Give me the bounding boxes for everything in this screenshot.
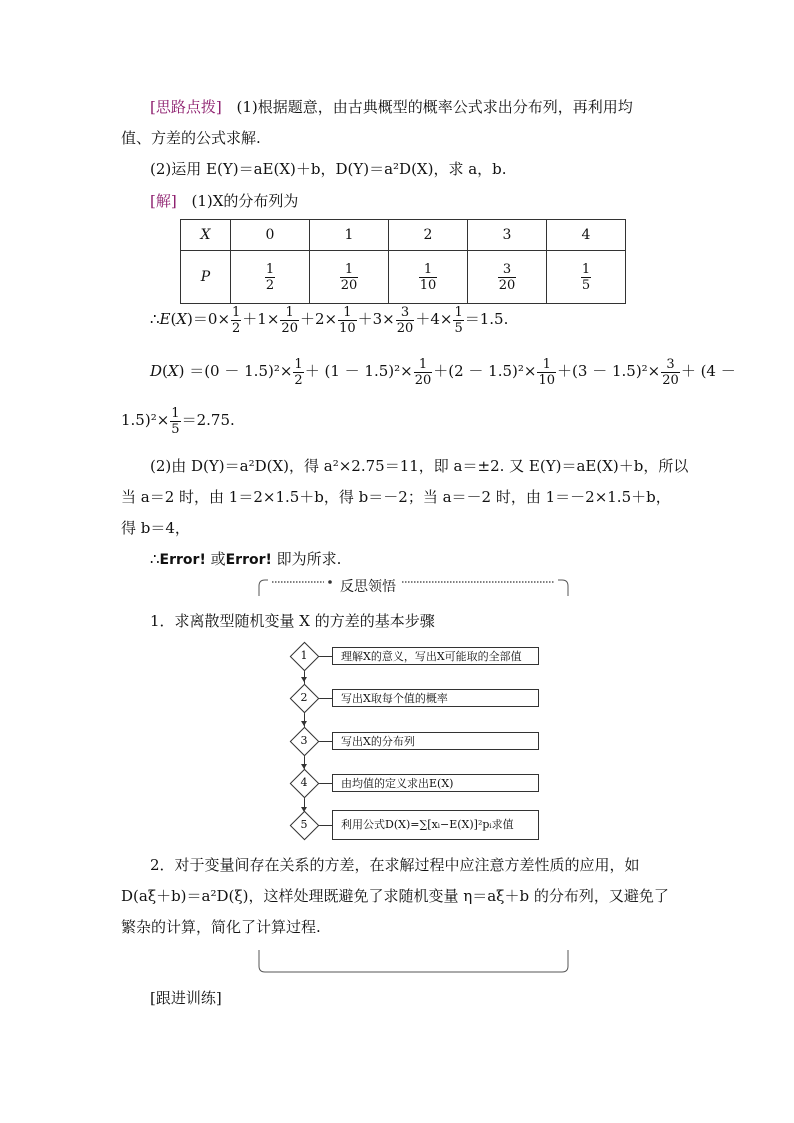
table-cell: $\frac{1}{5}$ [547,251,626,304]
part2-line-3: 得 b＝4， [121,519,190,537]
table-cell: 2 [389,220,468,251]
dx-formula-line-2: 1.5)²× $\frac{1}{5}$ ＝2.75. [121,405,235,437]
hint-line-1: [思路点拨] (1)根据题意，由古典概型的概率公式求出分布列，再利用均 [150,98,633,116]
table-header-p: P [181,251,231,304]
error-text-2: Error! [225,552,272,568]
flow-step-marker: 1 [290,642,318,670]
part2-line-2: 当 a＝2 时，由 1＝2×1.5＋b，得 b＝－2；当 a＝－2 时，由 1＝－2×1.5＋b， [121,488,671,506]
reflection-point-2-line-2: D(aξ＋b)＝a²D(ξ)，这样处理既避免了求随机变量 η＝aξ＋b 的分布列，又避免了 [121,887,669,905]
table-cell: $\frac{3}{20}$ [468,251,547,304]
reflection-title: 反思领悟 [337,576,399,596]
flow-step-box: 由均值的定义求出E(X) [332,774,539,792]
dx-formula-line-1: D(X) ＝(0 － 1.5)²× $\frac{1}{2}$ ＋ (1 － 1.5)²× $\frac{1}{20}$ ＋(2 － 1.5)²× $\frac{1}{10}$ ＋(3 － 1.5)²× $\frac{3}{20}$ ＋ (4 － [150,356,736,388]
flow-step-marker: 3 [290,727,318,755]
flow-step-box: 利用公式D(X)=∑[xᵢ−E(X)]²pᵢ求值 [332,810,539,840]
flow-step-marker: 4 [290,769,318,797]
dx-result: 2.75 [196,411,230,429]
flow-step-box: 写出X取每个值的概率 [332,689,539,707]
flow-arrow [301,677,307,682]
hint-line-3: (2)运用 E(Y)＝aE(X)＋b，D(Y)＝a²D(X)，求 a，b. [150,160,507,178]
reflection-point-2-line-1: 2．对于变量间存在关系的方差，在求解过程中应注意方差性质的应用，如 [150,856,640,874]
table-cell: $\frac{1}{2}$ [231,251,310,304]
follow-up-tag: [跟进训练] [150,989,222,1007]
hint-line-2: 值、方差的公式求解. [121,129,261,147]
part2-line-1: (2)由 D(Y)＝a²D(X)，得 a²×2.75＝11，即 a＝±2. 又 E(Y)＝aE(X)＋b，所以 [150,457,689,475]
ex-result: 1.5 [479,310,504,328]
table-cell: $\frac{1}{10}$ [389,251,468,304]
table-cell: $\frac{1}{20}$ [310,251,389,304]
reflection-point-1: 1．求离散型随机变量 X 的方差的基本步骤 [150,612,435,630]
table-row-values [181,220,626,251]
solution-tag: [解] [150,192,177,210]
table-row-probs [181,251,626,304]
table-cell: 4 [547,220,626,251]
hint-tag: [思路点拨] [150,98,222,116]
conclusion: ∴Error! 或Error! 即为所求. [150,550,342,568]
flow-step-box: 写出X的分布列 [332,732,539,750]
solution-intro: [解] (1)X的分布列为 [150,192,299,210]
table-cell: 0 [231,220,310,251]
table-cell: 3 [468,220,547,251]
table-cell: 1 [310,220,389,251]
error-text-1: Error! [159,552,206,568]
flow-step-marker: 2 [290,684,318,712]
distribution-table [180,219,626,304]
flow-step-marker: 5 [290,811,318,839]
reflection-point-2-line-3: 繁杂的计算，简化了计算过程. [121,918,321,936]
table-header-x: X [181,220,231,251]
ex-formula: ∴E(X)＝0× $\frac{1}{2}$ ＋1× $\frac{1}{20}$ ＋2× $\frac{1}{10}$ ＋3× $\frac{3}{20}$ ＋4× $\frac{1}{5}$ ＝1.5. [150,304,509,336]
flow-step-box: 理解X的意义，写出X可能取的全部值 [332,647,539,665]
